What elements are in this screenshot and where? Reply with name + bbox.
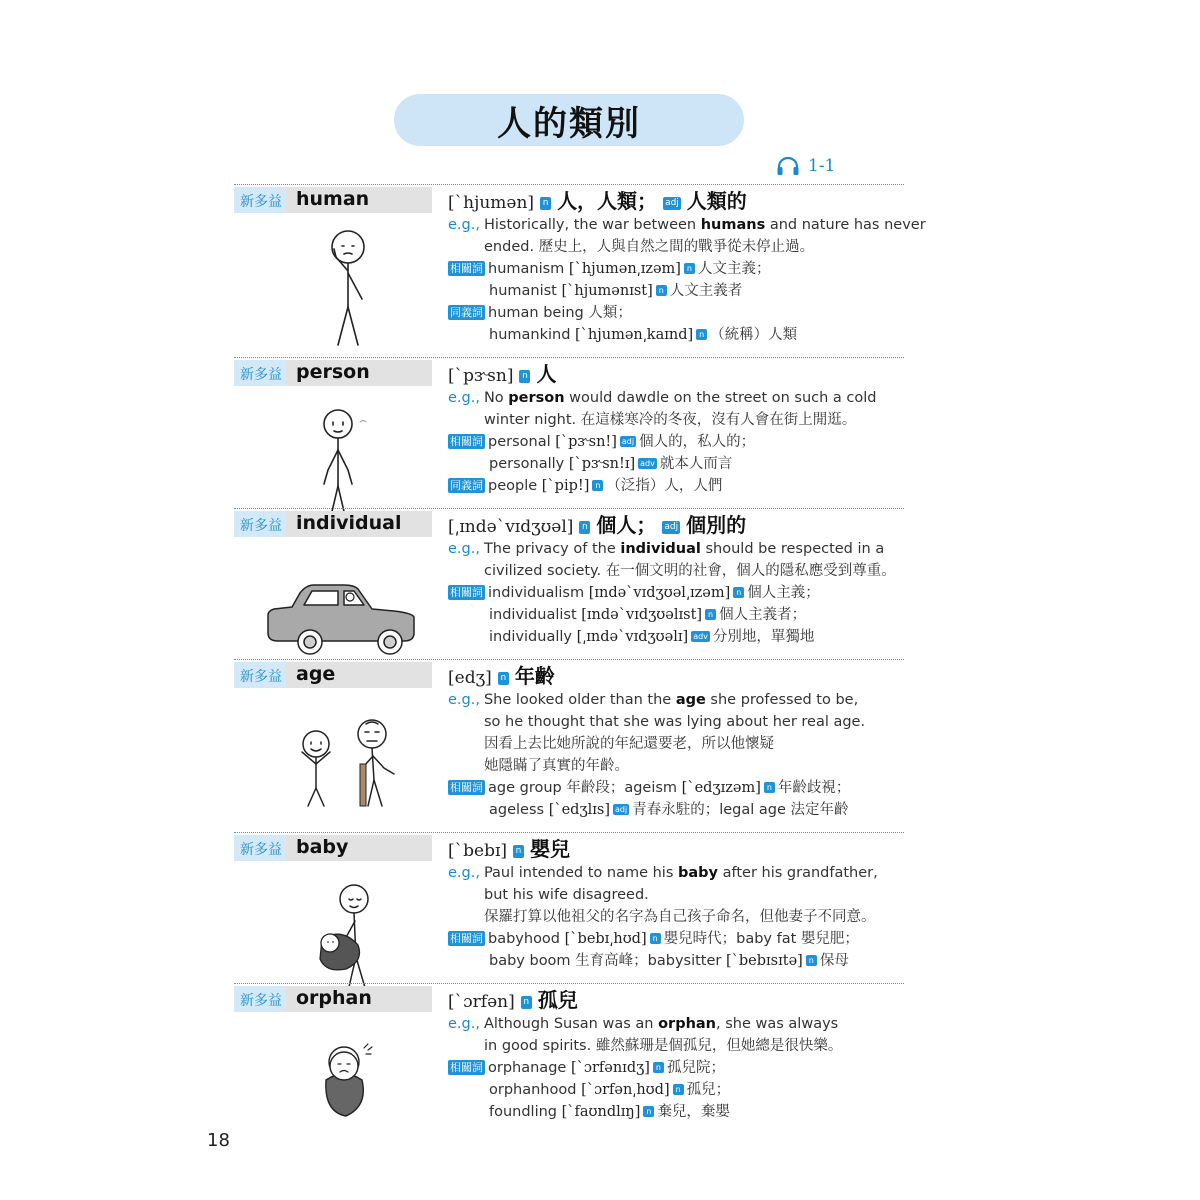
pos-badge: adj	[665, 198, 679, 208]
ipa: [ˋbebɪ]	[448, 841, 508, 861]
related-words-label: 相關詞	[450, 586, 483, 599]
related-line	[448, 280, 908, 302]
related-line	[448, 431, 908, 453]
pos-badge: n	[764, 782, 775, 793]
related-word: foundling	[489, 1104, 558, 1120]
pos-badge: n	[540, 197, 551, 210]
entry-header	[234, 835, 432, 861]
example-text: , she was always	[716, 1016, 839, 1032]
ipa: [edʒ]	[448, 668, 492, 688]
definition: 人類的	[686, 189, 747, 213]
related-line	[448, 928, 908, 950]
eg-label: e.g.,	[448, 865, 480, 881]
related-words-label: 相關詞	[450, 932, 483, 945]
pos-badge: n	[519, 370, 530, 383]
related-word: ageless	[489, 802, 545, 818]
pronunciation-line	[448, 836, 908, 862]
exam-tag: 新多益	[240, 367, 282, 383]
definition: 就本人而言	[659, 456, 733, 472]
pos-badge: n	[592, 480, 603, 491]
example-line	[448, 387, 908, 409]
track-number: 1-1	[808, 156, 836, 176]
example-line	[448, 862, 908, 884]
ipa: [ˋpɝsn!]	[555, 434, 617, 450]
entry-human	[234, 184, 926, 356]
pos-badge: n	[696, 329, 707, 340]
entry-content	[448, 188, 926, 346]
definition: 個人主義；	[747, 585, 820, 601]
entry-content	[448, 663, 908, 821]
pos-badge: n	[673, 1084, 684, 1095]
exam-tag: 新多益	[240, 669, 282, 685]
eg-label: e.g.,	[448, 390, 480, 406]
ipa: [ˋpip!]	[541, 478, 590, 494]
example-line: 保羅打算以他祖父的名字為自己孩子命名，但他妻子不同意。	[484, 909, 876, 925]
related-word: humanist	[489, 283, 557, 299]
example-text: She looked older than the	[483, 692, 676, 708]
entry-orphan	[234, 983, 904, 1133]
ipa: [ˋedʒlɪs]	[548, 802, 611, 818]
example-text: The privacy of the	[483, 541, 621, 557]
entry-content	[448, 987, 908, 1123]
stick-figure-icon	[234, 394, 432, 520]
example-keyword: orphan	[658, 1016, 717, 1032]
example-text: would dawdle on the street on such a cold	[564, 390, 877, 406]
synonym: people	[488, 478, 538, 494]
pos-badge: adv	[693, 632, 708, 641]
pronunciation-line	[448, 512, 908, 538]
ipa: [ˋedʒɪzəm]	[681, 780, 761, 796]
related-word: humanism	[488, 261, 565, 277]
example-text: after his grandfather,	[718, 865, 878, 881]
pos-badge: n	[579, 521, 590, 534]
ipa: [ˋhjumən]	[448, 193, 535, 213]
synonym-line	[448, 302, 908, 324]
car-icon	[234, 545, 432, 671]
page-title-text: 人的類別	[497, 103, 641, 144]
pos-badge: n	[656, 285, 667, 296]
ipa: [ɪndəˋvɪdʒʊəl͵ɪzəm]	[588, 585, 731, 601]
pos-badge: n	[653, 1062, 664, 1073]
pronunciation-line	[448, 361, 908, 387]
synonym: humankind	[489, 327, 571, 343]
stick-figure-thinking-icon	[234, 221, 432, 347]
example-text: Paul intended to name his	[483, 865, 678, 881]
definition: 個人主義者；	[719, 607, 807, 623]
entry-content	[448, 836, 908, 972]
pos-badge: n	[733, 587, 744, 598]
headword: person	[296, 361, 370, 383]
ipa: [ˋhjumən͵kaɪnd]	[575, 327, 694, 343]
pos-badge: adj	[615, 805, 628, 814]
pos-badge: n	[806, 955, 817, 966]
pos-badge: n	[513, 845, 524, 858]
synonym-line	[448, 475, 908, 497]
ipa: [ˋpɝsn!ɪ]	[568, 456, 636, 472]
pos-badge: n	[643, 1106, 654, 1117]
example-text: should be respected in a	[700, 541, 885, 557]
ipa: [ɪndəˋvɪdʒʊəlɪst]	[581, 607, 703, 623]
related-word: individualist	[489, 607, 577, 623]
pos-badge: n	[650, 933, 661, 944]
definition: （泛指）人，人們	[606, 478, 723, 494]
related-line	[448, 453, 908, 475]
definition: 嬰兒	[530, 837, 571, 861]
related-line	[448, 582, 908, 604]
example-line: ended. 歷史上，人與自然之間的戰爭從未停止過。	[484, 239, 815, 255]
ipa: [ˋfaʊndlɪŋ]	[561, 1104, 641, 1120]
related-line	[448, 258, 908, 280]
related-word: personal	[488, 434, 551, 450]
example-line: 因看上去比她所說的年紀還要老，所以他懷疑	[484, 736, 774, 752]
definition: 青春永駐的；legal age 法定年齡	[632, 802, 849, 818]
exam-tag: 新多益	[240, 842, 282, 858]
example-text: she professed to be,	[705, 692, 859, 708]
related-line	[448, 604, 908, 626]
definition: 個人；	[596, 513, 657, 537]
definition: 個人的，私人的；	[639, 434, 756, 450]
headword: individual	[296, 512, 402, 534]
related-word: individually	[489, 629, 572, 645]
pronunciation-line	[448, 663, 908, 689]
ipa: [ˋɔrfən͵hʊd]	[581, 1082, 670, 1098]
entry-header	[234, 187, 432, 213]
definition: 嬰兒時代；baby fat 嬰兒肥；	[663, 931, 859, 947]
sad-swaddled-child-icon	[234, 1020, 432, 1146]
page-title	[394, 94, 744, 146]
pos-badge: adv	[640, 459, 655, 468]
synonym: human being 人類；	[488, 305, 632, 321]
eg-label: e.g.,	[448, 1016, 480, 1032]
ipa: [ˋɔrfənɪdʒ]	[570, 1060, 650, 1076]
example-line	[448, 538, 908, 560]
related-words-label: 相關詞	[450, 781, 483, 794]
related-line	[448, 1079, 908, 1101]
example-line	[448, 1013, 908, 1035]
definition: 人文主義者	[669, 283, 743, 299]
entry-person	[234, 357, 904, 507]
related-line	[448, 799, 908, 821]
entry-header	[234, 662, 432, 688]
audio-track[interactable]	[776, 152, 835, 180]
pos-badge: n	[498, 672, 509, 685]
example-keyword: age	[675, 692, 706, 708]
ipa: [ˋpɝsn]	[448, 366, 514, 386]
example-line	[448, 689, 908, 711]
headword: age	[296, 663, 336, 685]
headword: orphan	[296, 987, 372, 1009]
eg-label: e.g.,	[448, 541, 480, 557]
definition: 人	[536, 362, 557, 386]
pos-badge: adj	[664, 522, 679, 532]
entry-header	[234, 511, 432, 537]
entry-age	[234, 659, 904, 831]
related-word: personally	[489, 456, 565, 472]
related-word: orphanage	[488, 1060, 567, 1076]
example-text: Although Susan was an	[483, 1016, 659, 1032]
headword: human	[296, 188, 370, 210]
exam-tag: 新多益	[240, 993, 282, 1009]
definition: 人文主義；	[697, 261, 771, 277]
related-words-label: 相關詞	[450, 435, 483, 448]
example-keyword: individual	[620, 541, 701, 557]
example-line: civilized society. 在一個文明的社會，個人的隱私應受到尊重。	[484, 563, 896, 579]
child-and-elder-icon	[234, 710, 432, 836]
example-line: 她隱瞞了真實的年齡。	[484, 758, 629, 774]
definition: 棄兒，棄嬰	[657, 1104, 730, 1120]
entry-individual	[234, 508, 904, 658]
related-word: babyhood	[488, 931, 561, 947]
eg-label: e.g.,	[448, 217, 480, 233]
ipa: [ˋhjumən͵ɪzəm]	[568, 261, 681, 277]
definition: 保母	[819, 953, 849, 969]
pos-badge: n	[521, 996, 532, 1009]
entry-header	[234, 360, 432, 386]
entry-baby	[234, 832, 904, 982]
entry-content	[448, 361, 908, 497]
example-line: but his wife disagreed.	[484, 887, 649, 903]
pos-badge: n	[705, 609, 716, 620]
exam-tag: 新多益	[240, 518, 282, 534]
ipa: [ˋbebɪsɪtə]	[725, 953, 803, 969]
pronunciation-line	[448, 188, 908, 214]
headphones-icon	[776, 156, 800, 176]
example-text: No	[483, 390, 509, 406]
definition: 年齡歧視；	[777, 780, 851, 796]
example-line: in good spirits. 雖然蘇珊是個孤兒，但她總是很快樂。	[484, 1038, 843, 1054]
related-word: orphanhood	[489, 1082, 577, 1098]
related-word: baby boom 生育高峰；babysitter	[489, 953, 722, 969]
pronunciation-line	[448, 987, 908, 1013]
example-line	[448, 214, 926, 236]
pos-badge: adj	[621, 437, 635, 446]
pos-badge: n	[684, 263, 695, 274]
related-line	[448, 777, 908, 799]
example-line: so he thought that she was lying about her real age.	[484, 714, 866, 730]
synonym-line	[448, 324, 908, 346]
related-word: age group 年齡段；ageism	[488, 780, 678, 796]
example-text: and nature has never	[765, 217, 926, 233]
example-text: Historically, the war between	[483, 217, 701, 233]
headword: baby	[296, 836, 349, 858]
related-words-label: 相關詞	[450, 1061, 483, 1074]
definition: 人，人類；	[557, 189, 658, 213]
synonyms-label: 同義詞	[450, 306, 483, 319]
related-word: individualism	[488, 585, 585, 601]
entry-header	[234, 986, 432, 1012]
example-keyword: humans	[700, 217, 766, 233]
ipa: [ˋbebɪ͵hʊd]	[564, 931, 647, 947]
related-line	[448, 1057, 908, 1079]
ipa: [ˋhjumənɪst]	[561, 283, 653, 299]
definition: 孤兒院；	[666, 1060, 725, 1076]
definition: 個別的	[686, 513, 747, 537]
definition: 孤兒	[537, 988, 578, 1012]
definition: 年齡	[514, 664, 555, 688]
exam-tag: 新多益	[240, 194, 282, 210]
eg-label: e.g.,	[448, 692, 480, 708]
example-line: winter night. 在這樣寒冷的冬夜，沒有人會在街上閒逛。	[484, 412, 857, 428]
related-line	[448, 950, 908, 972]
related-line	[448, 626, 908, 648]
person-holding-baby-icon	[234, 869, 432, 995]
ipa: [ˋɔrfən]	[448, 992, 515, 1012]
ipa: [͵ɪndəˋvɪdʒʊəl]	[448, 517, 574, 537]
definition: 分別地，單獨地	[712, 629, 815, 645]
definition: 孤兒；	[686, 1082, 731, 1098]
ipa: [͵ɪndəˋvɪdʒʊəlɪ]	[576, 629, 689, 645]
example-keyword: person	[508, 390, 565, 406]
related-words-label: 相關詞	[450, 262, 483, 275]
definition: （統稱）人類	[710, 327, 798, 343]
synonyms-label: 同義詞	[450, 479, 483, 492]
related-line	[448, 1101, 908, 1123]
example-keyword: baby	[678, 865, 718, 881]
entry-content	[448, 512, 908, 648]
page-number: 18	[207, 1130, 230, 1151]
